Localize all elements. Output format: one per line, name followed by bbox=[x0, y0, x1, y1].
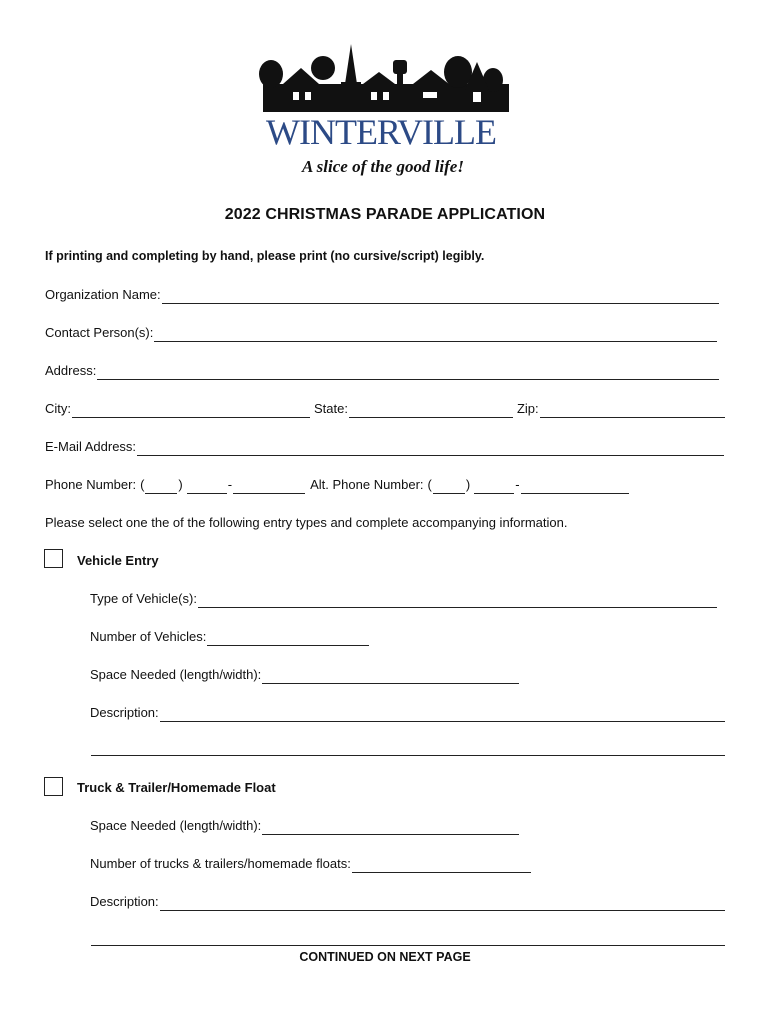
vehicle-entry-label: Vehicle Entry bbox=[77, 553, 159, 568]
contact-row bbox=[45, 324, 718, 342]
vehicle-entry-checkbox[interactable] bbox=[44, 549, 63, 568]
vehicle-space-row bbox=[90, 666, 520, 684]
phone-row: Phone Number: ( ) - Alt. Phone Number: ( ) - bbox=[45, 476, 630, 494]
organization-field[interactable] bbox=[162, 289, 719, 304]
city-field[interactable] bbox=[72, 403, 310, 418]
vehicle-type-label: Type of Vehicle(s): bbox=[90, 591, 197, 606]
vehicle-description-label: Description: bbox=[90, 705, 159, 720]
truck-number-row bbox=[90, 855, 532, 873]
truck-number-field[interactable] bbox=[352, 858, 531, 873]
zip-field[interactable] bbox=[540, 403, 725, 418]
print-instruction: If printing and completing by hand, please print (no cursive/script) legibly. bbox=[45, 249, 485, 263]
vehicle-number-row bbox=[90, 628, 370, 646]
vehicle-type-field[interactable] bbox=[198, 593, 717, 608]
vehicle-number-label: Number of Vehicles: bbox=[90, 629, 207, 644]
phone-line-number[interactable] bbox=[233, 479, 305, 494]
phone-area-code[interactable] bbox=[145, 479, 177, 494]
city-state-zip-row bbox=[45, 400, 726, 418]
truck-description-field[interactable] bbox=[160, 896, 725, 911]
phone-prefix[interactable] bbox=[187, 479, 227, 494]
logo-wordmark: WINTERVILLE bbox=[265, 112, 497, 152]
vehicle-description-field[interactable] bbox=[160, 707, 725, 722]
contact-field[interactable] bbox=[154, 327, 717, 342]
logo-tagline: A slice of the good life! bbox=[302, 157, 464, 176]
city-label: City: bbox=[45, 401, 71, 416]
email-label: E-Mail Address: bbox=[45, 439, 137, 454]
organization-row bbox=[45, 286, 720, 304]
vehicle-space-field[interactable] bbox=[262, 669, 519, 684]
state-field[interactable] bbox=[349, 403, 513, 418]
truck-space-label: Space Needed (length/width): bbox=[90, 818, 262, 833]
vehicle-type-row bbox=[90, 590, 718, 608]
continued-notice: CONTINUED ON NEXT PAGE bbox=[299, 950, 471, 964]
page-title: 2022 CHRISTMAS PARADE APPLICATION bbox=[224, 206, 546, 223]
winterville-logo bbox=[253, 44, 509, 184]
organization-label: Organization Name: bbox=[45, 287, 161, 302]
address-field[interactable] bbox=[97, 365, 719, 380]
vehicle-number-field[interactable] bbox=[207, 631, 369, 646]
email-row bbox=[45, 438, 725, 456]
vehicle-space-label: Space Needed (length/width): bbox=[90, 667, 262, 682]
alt-phone-prefix[interactable] bbox=[474, 479, 514, 494]
email-field[interactable] bbox=[137, 441, 724, 456]
entry-type-instruction: Please select one the of the following entry types and complete accompanying information. bbox=[45, 515, 568, 530]
truck-description-row bbox=[90, 893, 726, 911]
state-label: State: bbox=[314, 401, 348, 416]
address-row bbox=[45, 362, 720, 380]
alt-phone-area-code[interactable] bbox=[433, 479, 465, 494]
truck-trailer-label: Truck & Trailer/Homemade Float bbox=[77, 780, 276, 795]
alt-phone-line-number[interactable] bbox=[521, 479, 629, 494]
town-skyline-icon bbox=[253, 44, 509, 184]
truck-space-field[interactable] bbox=[262, 820, 519, 835]
vehicle-description-line-2[interactable] bbox=[91, 754, 725, 756]
truck-description-line-2[interactable] bbox=[91, 944, 725, 946]
truck-space-row bbox=[90, 817, 520, 835]
truck-trailer-checkbox[interactable] bbox=[44, 777, 63, 796]
contact-label: Contact Person(s): bbox=[45, 325, 154, 340]
truck-number-label: Number of trucks & trailers/homemade floats: bbox=[90, 856, 351, 871]
alt-phone-label: Alt. Phone Number: bbox=[310, 477, 424, 492]
address-label: Address: bbox=[45, 363, 97, 378]
truck-description-label: Description: bbox=[90, 894, 159, 909]
zip-label: Zip: bbox=[516, 401, 539, 416]
vehicle-description-row bbox=[90, 704, 726, 722]
phone-label: Phone Number: bbox=[45, 477, 137, 492]
